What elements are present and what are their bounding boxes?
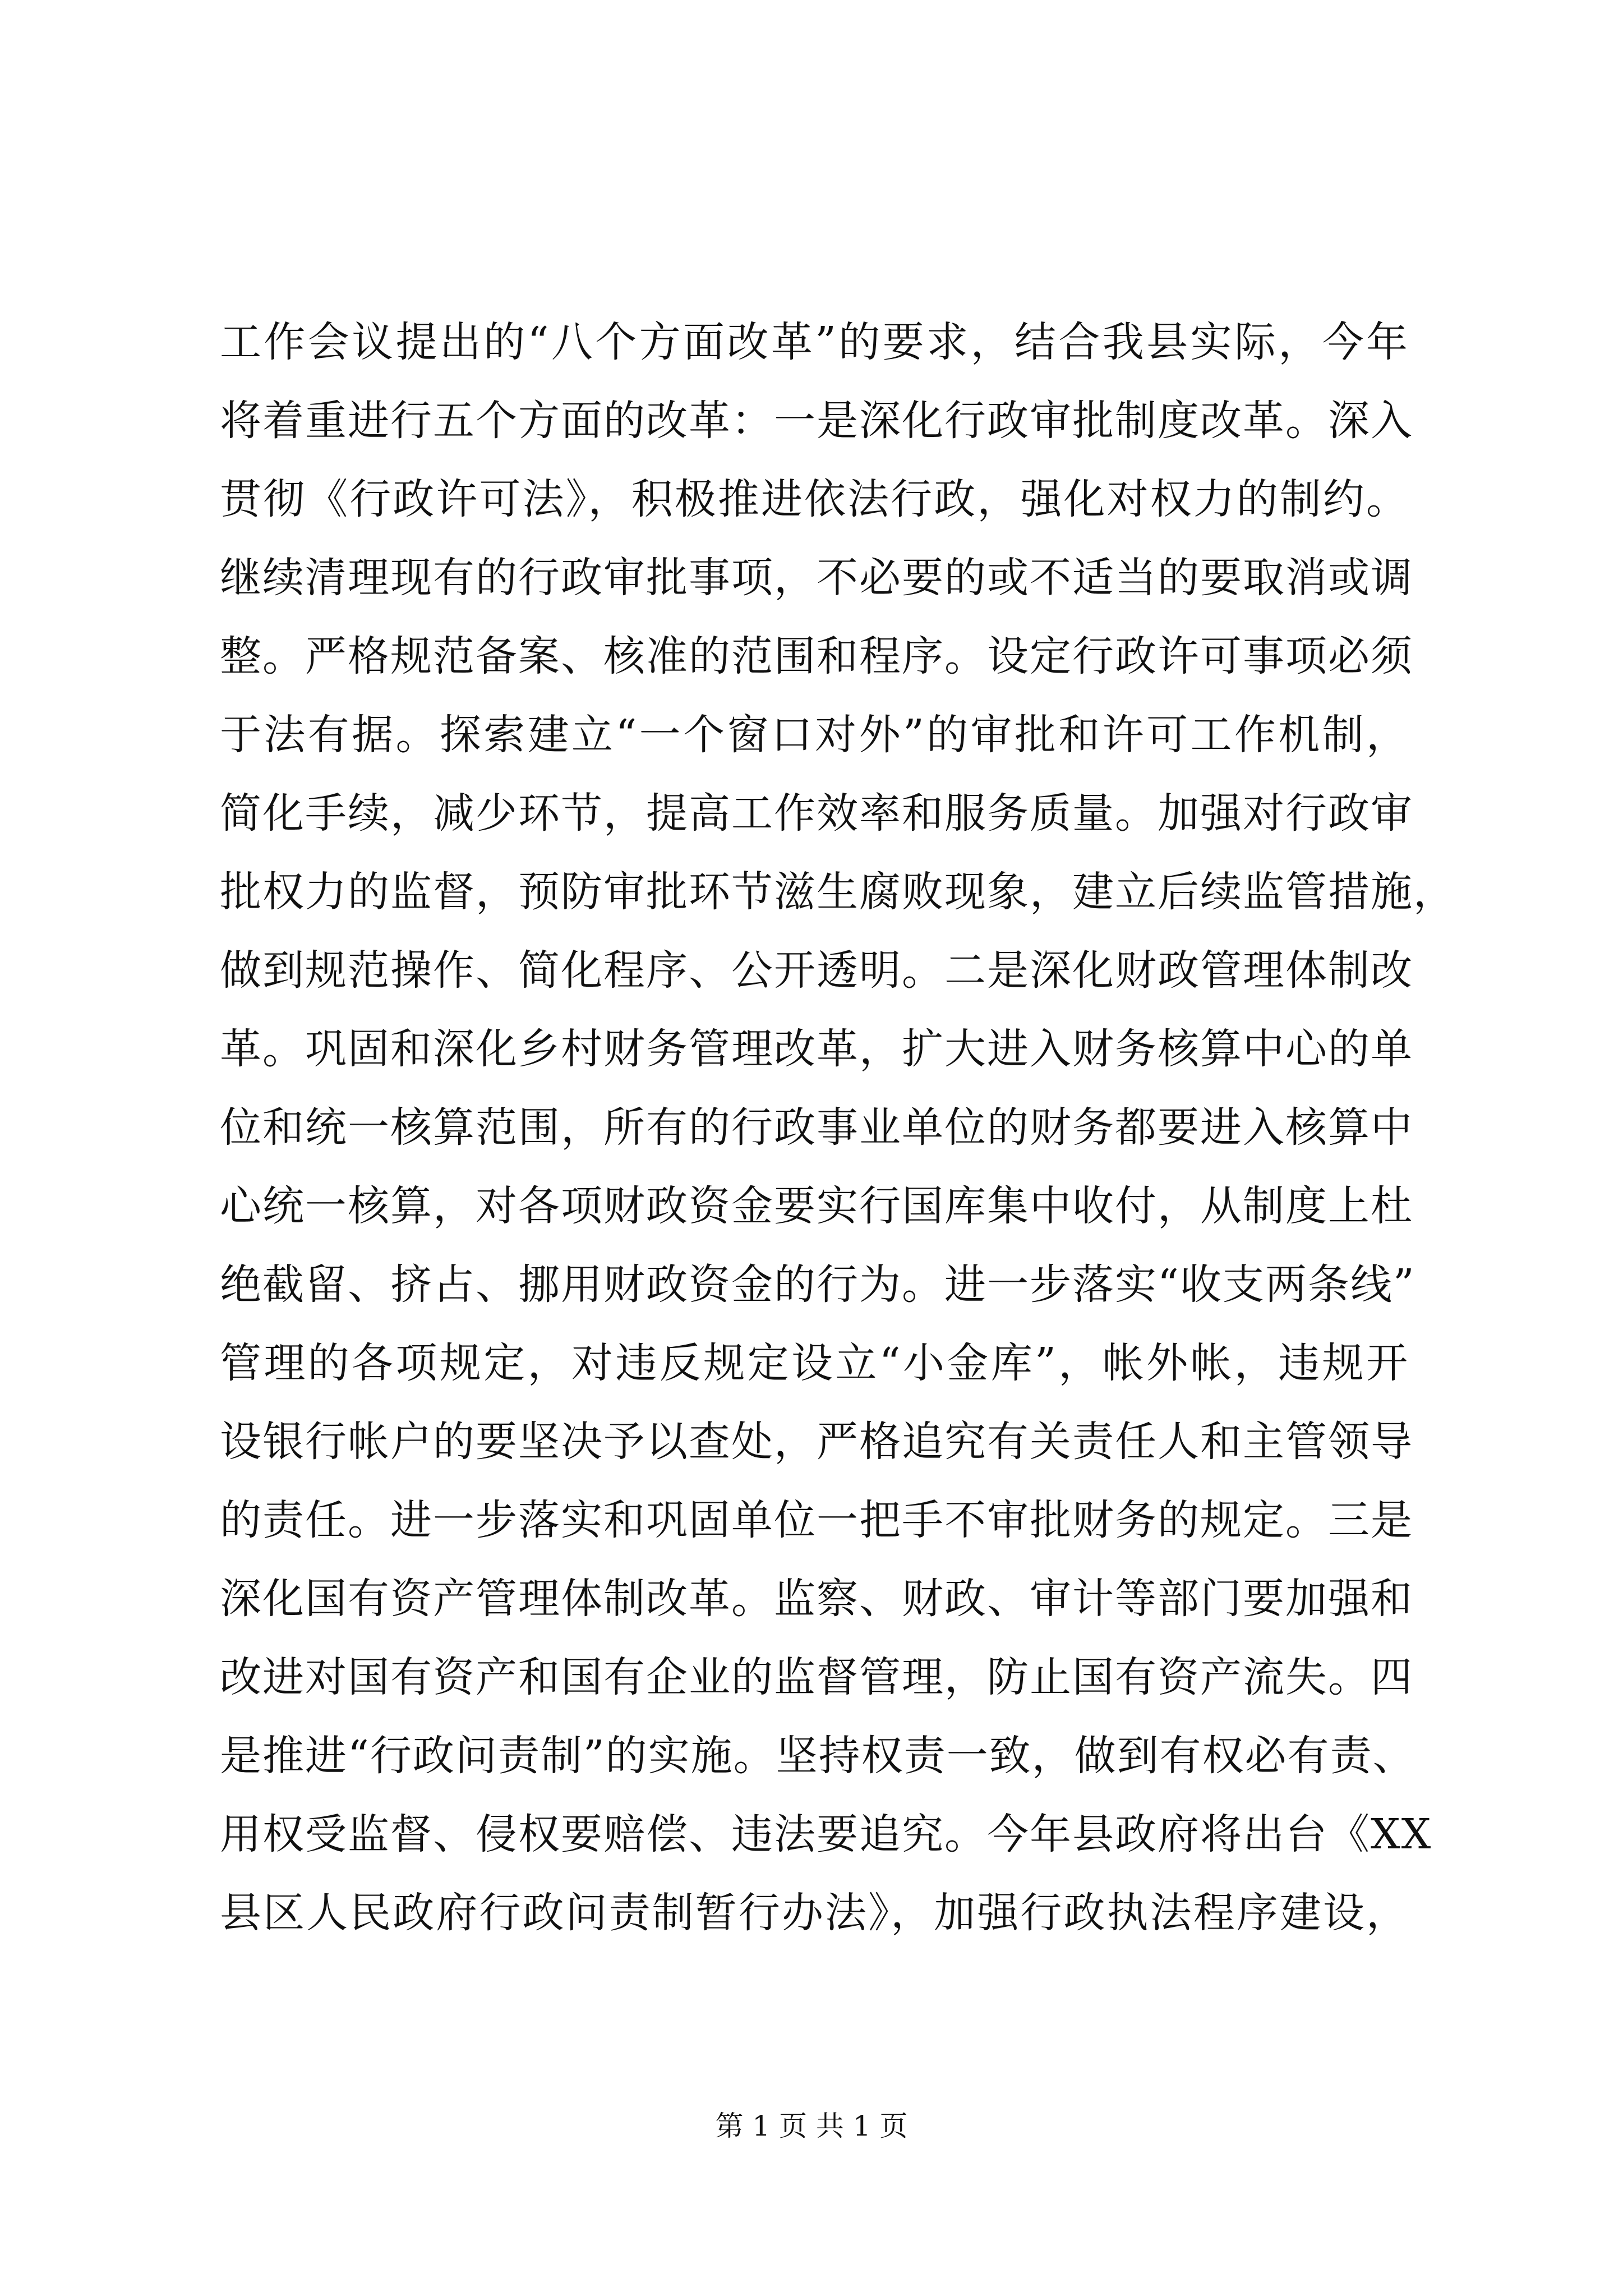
text-line-4: 继续清理现有的行政审批事项，不必要的或不适当的要取消或调: [220, 554, 1413, 602]
text-line-15: 设银行帐户的要坚决予以查处，严格追究有关责任人和主管领导: [220, 1418, 1413, 1466]
text-line-12: 心统一核算，对各项财政资金要实行国库集中收付，从制度上杜: [220, 1182, 1413, 1230]
text-line-13: 绝截留、挤占、挪用财政资金的行为。进一步落实“收支两条线”: [220, 1260, 1415, 1309]
text-line-19: 是推进“行政问责制”的实施。坚持权责一致，做到有权必有责、: [220, 1732, 1415, 1780]
page-footer: [0, 2109, 1623, 2143]
text-line-8: 批权力的监督，预防审批环节滋生腐败现象，建立后续监管措施，: [220, 868, 1456, 916]
text-line-6: 于法有据。探索建立“一个窗口对外”的审批和许可工作机制，: [220, 711, 1409, 759]
text-line-1: 工作会议提出的“八个方面改革”的要求，结合我县实际，今年: [220, 318, 1409, 366]
text-line-7: 简化手续，减少环节，提高工作效率和服务质量。加强对行政审: [220, 789, 1413, 838]
text-line-2: 将着重进行五个方面的改革：一是深化行政审批制度改革。深入: [220, 397, 1413, 445]
text-line-3: 贯彻《行政许可法》，积极推进依法行政，强化对权力的制约。: [220, 475, 1409, 523]
text-line-9: 做到规范操作、简化程序、公开透明。二是深化财政管理体制改: [220, 946, 1413, 995]
text-line-20: 用权受监督、侵权要赔偿、违法要追究。今年县政府将出台《XX: [220, 1810, 1432, 1858]
page-number-label: 第 1 页 共 1 页: [715, 2110, 908, 2142]
text-line-10: 革。巩固和深化乡村财务管理改革，扩大进入财务核算中心的单: [220, 1025, 1413, 1073]
text-line-18: 改进对国有资产和国有企业的监督管理，防止国有资产流失。四: [220, 1653, 1413, 1701]
text-line-11: 位和统一核算范围，所有的行政事业单位的财务都要进入核算中: [220, 1103, 1413, 1152]
text-line-16: 的责任。进一步落实和巩固单位一把手不审批财务的规定。三是: [220, 1496, 1413, 1544]
body-text: [220, 303, 1456, 1952]
text-line-21: 县区人民政府行政问责制暂行办法》，加强行政执法程序建设，: [220, 1889, 1409, 1937]
text-line-14: 管理的各项规定，对违反规定设立“小金库”，帐外帐，违规开: [220, 1339, 1409, 1387]
text-line-17: 深化国有资产管理体制改革。监察、财政、审计等部门要加强和: [220, 1575, 1413, 1623]
text-line-5: 整。严格规范备案、核准的范围和程序。设定行政许可事项必须: [220, 632, 1413, 680]
